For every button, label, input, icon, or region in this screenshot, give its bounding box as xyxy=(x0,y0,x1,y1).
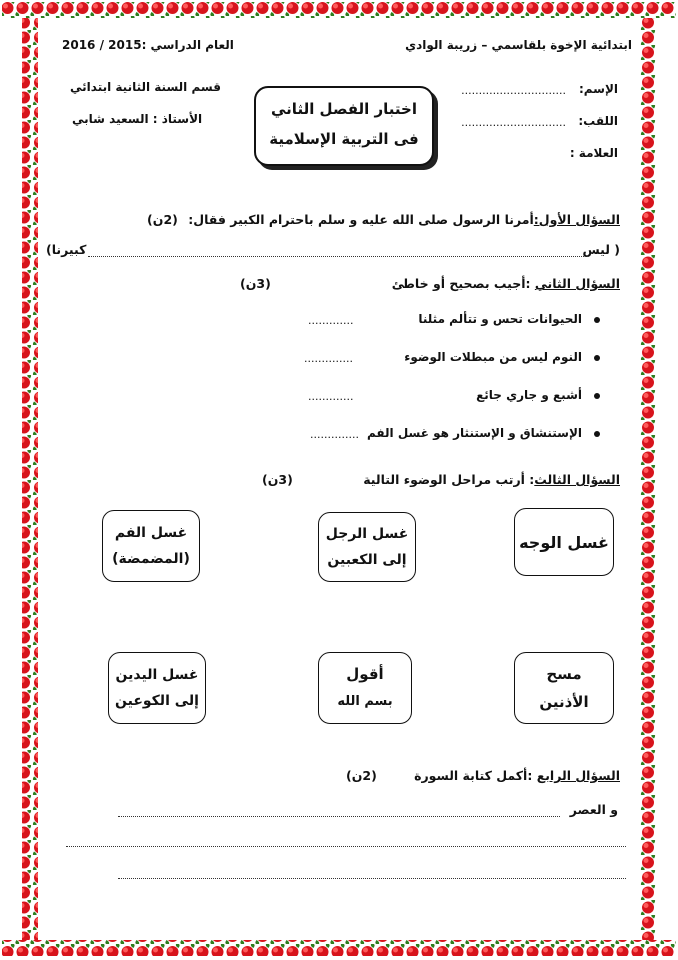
question-4-label: السؤال الرابع xyxy=(536,768,620,783)
grade-label: العلامة : xyxy=(569,146,618,160)
wudu-step-card[interactable]: أقول بسم الله xyxy=(318,652,412,724)
question-1-label: السؤال الأول: xyxy=(533,212,620,227)
wudu-step-card[interactable]: غسل اليدين إلى الكوعين xyxy=(108,652,206,724)
school-name: ابتدائية الإخوة بلقاسمي – زريبة الوادي xyxy=(405,38,632,52)
true-false-item: الإستنشاق و الإستنثار هو غسل الفم xyxy=(367,426,600,440)
true-false-item: أشبع و جاري جائع xyxy=(476,388,600,402)
name-field[interactable]: .............................. xyxy=(461,84,566,97)
school-year: العام الدراسي :2015 / 2016 xyxy=(62,38,234,52)
surname-label: اللقب: xyxy=(578,114,618,128)
surname-field[interactable]: .............................. xyxy=(461,116,566,129)
question-1-points: (2ن) xyxy=(147,212,178,227)
question-1-text: أمرنا الرسول صلى الله عليه و سلم باحترام الكبير فقال: xyxy=(188,212,534,227)
bullet-icon xyxy=(594,317,600,323)
wudu-step-card[interactable]: غسل الوجه xyxy=(514,508,614,576)
question-2-text: :أجيب بصحيح أو خاطئ xyxy=(391,276,531,291)
true-false-item: النوم ليس من مبطلات الوضوء xyxy=(404,350,600,364)
wudu-step-card[interactable]: غسل الفم (المضمضة) xyxy=(102,510,200,582)
class-label: قسم السنة الثانية ابتدائي xyxy=(70,80,221,94)
answer-blank[interactable]: .............. xyxy=(304,352,353,365)
question-3 xyxy=(363,472,620,487)
question-2 xyxy=(392,276,620,291)
answer-blank[interactable]: ............. xyxy=(308,390,354,403)
question-3-text: : أرتب مراحل الوضوء التالية xyxy=(363,472,535,487)
exam-subject: فى التربية الإسلامية xyxy=(269,130,419,148)
hadith-end: كبيرنا) xyxy=(46,242,87,257)
true-false-item: الحيوانات تحس و تتألم مثلنا xyxy=(418,312,600,326)
answer-blank[interactable]: .............. xyxy=(310,428,359,441)
surah-start: و العصر xyxy=(569,802,618,817)
question-3-points: (3ن) xyxy=(262,472,293,487)
teacher-name: الأستاذ : السعيد شابي xyxy=(72,112,203,126)
bullet-icon xyxy=(594,393,600,399)
wudu-step-card[interactable]: غسل الرجل إلى الكعبين xyxy=(318,512,416,582)
exam-title: اختبار الفصل الثاني xyxy=(271,100,417,118)
hadith-answer-line[interactable] xyxy=(88,256,588,257)
question-4 xyxy=(414,768,620,783)
question-2-label: السؤال الثاني xyxy=(534,276,620,291)
question-2-points: (3ن) xyxy=(240,276,271,291)
wudu-step-card[interactable]: مسح الأذنين xyxy=(514,652,614,724)
question-3-label: السؤال الثالث xyxy=(534,472,620,487)
surah-answer-line[interactable] xyxy=(118,816,560,817)
bullet-icon xyxy=(594,431,600,437)
exam-title-box xyxy=(254,86,434,166)
question-1 xyxy=(147,212,620,227)
surah-answer-line[interactable] xyxy=(66,846,626,847)
question-4-text: :أكمل كتابة السورة xyxy=(414,768,533,783)
hadith-start: ( ليس xyxy=(582,242,620,257)
bullet-icon xyxy=(594,355,600,361)
answer-blank[interactable]: ............. xyxy=(308,314,354,327)
question-4-points: (2ن) xyxy=(346,768,377,783)
name-label: الإسم: xyxy=(578,82,618,96)
surah-answer-line[interactable] xyxy=(118,878,626,879)
